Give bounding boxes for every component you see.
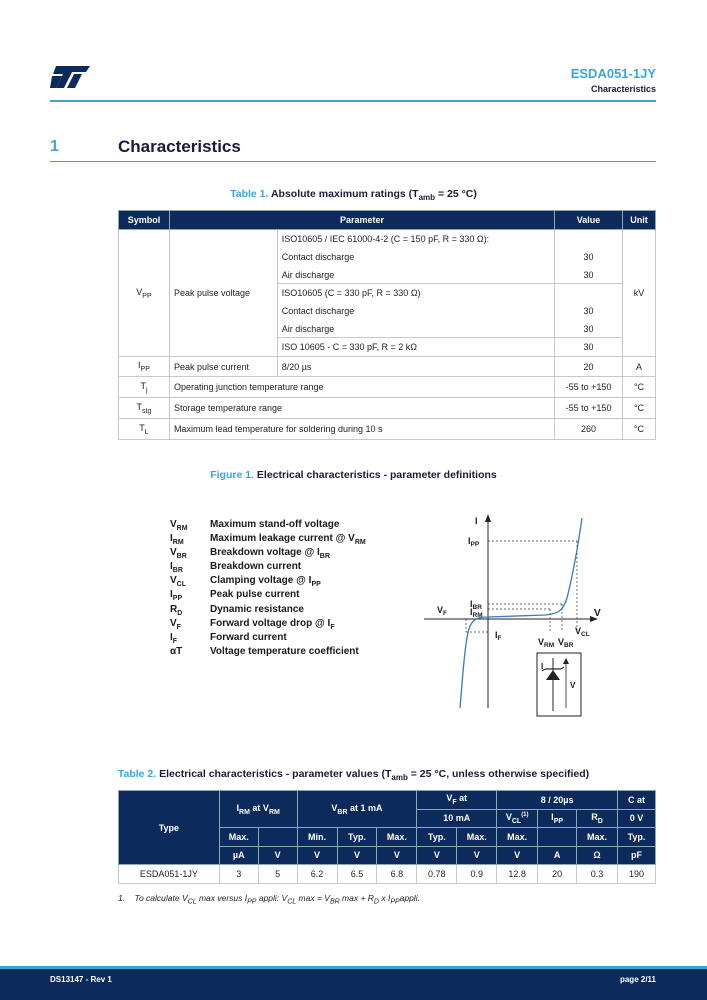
unit-cell: kV: [623, 230, 656, 357]
header-cell: V: [457, 846, 497, 865]
header-cell: pF: [617, 846, 655, 865]
axis-label-v: V: [594, 608, 601, 619]
header-vbr: $V_{BR}$ at 1 mA: [297, 791, 417, 828]
diode-symbol: [537, 653, 581, 716]
definition-row: [170, 631, 366, 645]
diode-label-v: V: [570, 681, 576, 690]
header-cell: Max.: [497, 828, 538, 847]
definition-symbol: $I_{PP}$: [170, 589, 183, 603]
definition-symbol: $V_{RM}$: [170, 519, 188, 532]
value-cell: 20: [555, 357, 623, 377]
header-unit: Unit: [623, 211, 656, 230]
header-cell: Ω: [577, 846, 618, 865]
definition-row: [170, 574, 366, 588]
header-cell: Min.: [297, 828, 337, 847]
label-vf: $V_F$: [437, 605, 447, 617]
data-cell: 0.3: [577, 865, 618, 884]
unit-cell: °C: [623, 377, 656, 398]
header-0v: 0 V: [617, 809, 655, 828]
parameter-name-cell: Operating junction temperature range: [169, 377, 554, 398]
definition-text: Breakdown voltage @ $I_{BR}$: [210, 547, 330, 561]
data-cell: 6.5: [337, 865, 377, 884]
label-ibr: $I_{BR}$: [470, 599, 482, 611]
definition-text: Forward current: [210, 631, 287, 643]
definition-row: [170, 546, 366, 560]
table-header-row: [119, 211, 656, 230]
definition-text: Dynamic resistance: [210, 603, 304, 615]
definition-row: [170, 645, 366, 659]
data-cell: 3: [219, 865, 258, 884]
table-row: [119, 377, 656, 398]
header-cell: Max.: [219, 828, 258, 847]
symbol-cell: $T_{stg}$: [119, 398, 170, 419]
table-row: [119, 398, 656, 419]
footer-accent: [0, 966, 707, 969]
header-vf-cond: 10 mA: [417, 809, 497, 828]
header-cell: V: [258, 846, 297, 865]
symbol-cell: $I_{PP}$: [119, 357, 170, 377]
header-cell: [258, 828, 297, 847]
definition-row: [170, 532, 366, 546]
figure1-caption: Figure 1. Electrical characteristics - parameter definitions: [210, 469, 497, 481]
data-cell: 6.2: [297, 865, 337, 884]
data-cell: 6.8: [377, 865, 417, 884]
data-cell: 190: [617, 865, 655, 884]
section-number: 1: [50, 138, 59, 155]
table-header-row: [119, 791, 656, 810]
iv-characteristic-graph: [420, 508, 610, 723]
value-cell: -55 to +150: [555, 398, 623, 419]
st-logo-icon: [50, 66, 90, 88]
data-cell: 0.9: [457, 865, 497, 884]
page-number: page 2/11: [619, 975, 656, 984]
value-cell: -55 to +150: [555, 377, 623, 398]
document-subtitle: Characteristics: [590, 84, 656, 94]
condition-cell: ISO10605 / IEC 61000-4-2 (C = 150 pF, R = 330 Ω): Contact discharge Air discharge ISO10605 (C = 330 pF, R = 330 Ω) Contact discharge Air discharge ISO 10605 - C = 330 pF, R = 2 kΩ: [277, 230, 554, 357]
table2-caption: Table 2. Electrical characteristics - parameter values ($T_{amb} = 25$ °C, unless otherwise specified): [117, 768, 590, 783]
symbol-cell: $T_j$: [119, 377, 170, 398]
definition-text: Breakdown current: [210, 561, 302, 573]
table-row: [119, 357, 656, 377]
header-vcl: $V_{CL}^{(1)}$: [497, 809, 538, 828]
header-cell: Max.: [457, 828, 497, 847]
definition-symbol: $V_{CL}$: [170, 575, 187, 589]
definition-symbol: αT: [170, 645, 183, 657]
definition-text: Peak pulse current: [210, 589, 300, 601]
definition-row: [170, 560, 366, 574]
data-cell: 20: [538, 865, 577, 884]
parameter-name-cell: Peak pulse current: [169, 357, 277, 377]
header-cell: Typ.: [417, 828, 457, 847]
header-cell: Typ.: [617, 828, 655, 847]
symbol-cell: $T_L$: [119, 419, 170, 440]
definition-row: [170, 603, 366, 617]
definition-symbol: $V_F$: [170, 617, 181, 631]
parameter-definitions-list: [170, 518, 366, 659]
definition-symbol: $I_F$: [170, 631, 178, 645]
label-ipp: $I_{PP}$: [468, 536, 480, 548]
definition-text: Maximum stand-off voltage: [210, 519, 340, 530]
parameter-name-cell: Maximum lead temperature for soldering during 10 s: [169, 419, 554, 440]
header-type: Type: [119, 791, 220, 865]
header-cat: C at: [617, 791, 655, 810]
header-cell: µA: [219, 846, 258, 865]
st-logo: [50, 66, 90, 93]
axis-label-i: I: [475, 516, 478, 526]
definition-text: Forward voltage drop @ $I_F$: [210, 617, 335, 631]
header-cell: A: [538, 846, 577, 865]
header-irm: $I_{RM}$ at $V_{RM}$: [219, 791, 297, 828]
label-vbr: $V_{BR}$: [558, 637, 574, 649]
definition-row: [170, 588, 366, 602]
header-cell: V: [417, 846, 457, 865]
definition-text: Voltage temperature coefficient: [210, 645, 359, 657]
data-cell: ESDA051-1JY: [119, 865, 220, 884]
header-cell: V: [377, 846, 417, 865]
section-rule: [50, 161, 656, 162]
table-row: [119, 419, 656, 440]
definition-symbol: $I_{BR}$: [170, 561, 183, 575]
section-title: Characteristics: [118, 137, 241, 156]
unit-cell: °C: [623, 419, 656, 440]
definition-symbol: $V_{BR}$: [170, 547, 187, 561]
condition-cell: 8/20 µs: [277, 357, 554, 377]
header-value: Value: [555, 211, 623, 230]
definition-row: [170, 518, 366, 532]
header-cell: V: [497, 846, 538, 865]
parameter-name-cell: Storage temperature range: [169, 398, 554, 419]
label-irm: $I_{RM}$: [470, 607, 483, 619]
header-parameter: Parameter: [169, 211, 554, 230]
data-cell: 12.8: [497, 865, 538, 884]
definition-symbol: $I_{RM}$: [170, 533, 184, 547]
header-cell: V: [337, 846, 377, 865]
header-ipp: $I_{PP}$: [538, 809, 577, 828]
header-symbol: Symbol: [119, 211, 170, 230]
definition-text: Clamping voltage @ $I_{PP}$: [210, 575, 321, 589]
document-title: ESDA051-1JY: [570, 66, 656, 81]
definition-text: Maximum leakage current @ $V_{RM}$: [210, 533, 366, 547]
electrical-characteristics-table: [118, 790, 656, 884]
value-cell: 30 30 30 30 30: [555, 230, 623, 357]
table-row: [119, 230, 656, 357]
header-vf: $V_F$ at: [417, 791, 497, 810]
guide-lines: [466, 541, 577, 632]
current-axis-arrow: [485, 514, 491, 522]
unit-cell: A: [623, 357, 656, 377]
label-vcl: $V_{CL}$: [575, 626, 590, 638]
footnote: 1. To calculate $V_{CL}$ max versus $I_{PP}$ appli: $V_{CL}$ $\max = V_{BR}$ $\max + R_D$ x $I_{PP}appli$.: [118, 893, 420, 906]
header-rd: $R_D$: [577, 809, 618, 828]
header-cell: [538, 828, 577, 847]
definition-row: [170, 617, 366, 631]
header-cell: V: [297, 846, 337, 865]
diode-label-i: I: [541, 662, 544, 671]
header-cell: Typ.: [337, 828, 377, 847]
symbol-cell: $V_{PP}$: [119, 230, 170, 357]
label-if: $I_F$: [495, 630, 502, 642]
table1-caption: Table 1. Absolute maximum ratings ($T_{amb} = 25$ °C): [230, 188, 477, 203]
unit-cell: °C: [623, 398, 656, 419]
header-cell: Max.: [577, 828, 618, 847]
table-row: [119, 865, 656, 884]
document-revision: DS13147 - Rev 1: [50, 975, 112, 984]
parameter-name-cell: Peak pulse voltage: [169, 230, 277, 357]
data-cell: 0.78: [417, 865, 457, 884]
data-cell: 5: [258, 865, 297, 884]
value-cell: 260: [555, 419, 623, 440]
header-rule: [50, 100, 656, 102]
absolute-max-ratings-table: [118, 210, 656, 440]
definition-symbol: $R_D$: [170, 603, 183, 617]
header-pulse: 8 / 20µs: [497, 791, 618, 810]
header-cell: Max.: [377, 828, 417, 847]
label-vrm: $V_{RM}$: [538, 637, 555, 649]
